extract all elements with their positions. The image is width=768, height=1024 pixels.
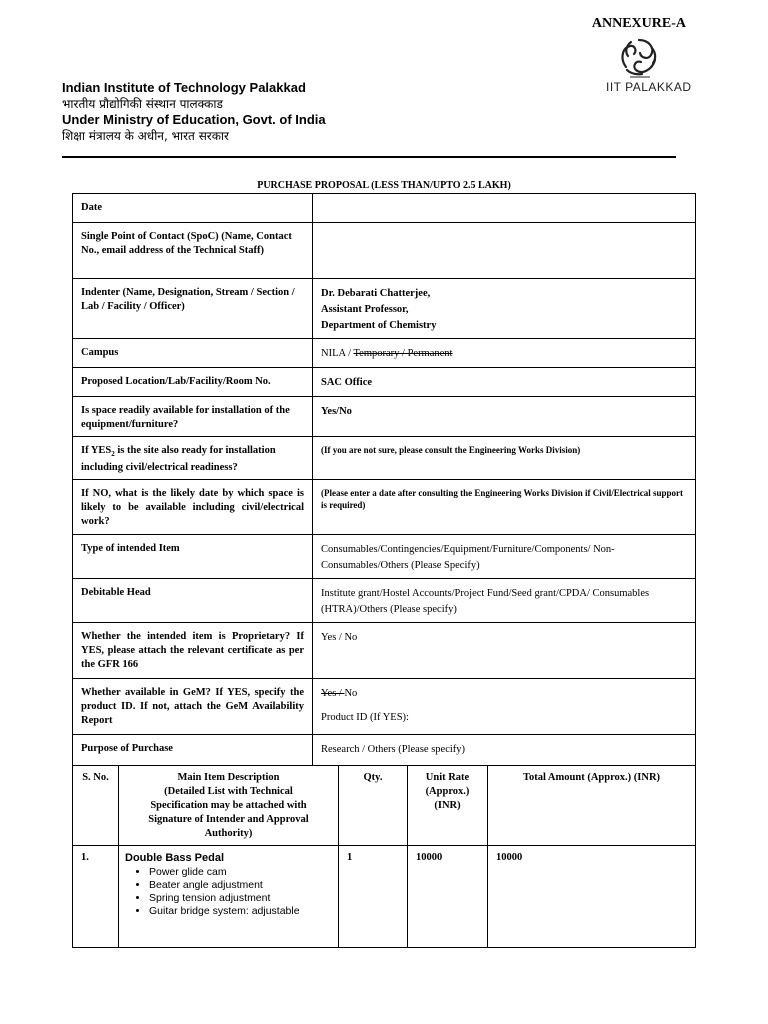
form-title: PURCHASE PROPOSAL (LESS THAN/UPTO 2.5 LAKH) <box>257 180 511 191</box>
table-row <box>73 535 696 579</box>
spoc-label: Single Point of Contact (SpoC) (Name, Contact No., email address of the Technical Staff) <box>81 231 292 256</box>
space-label: Is space readily available for installation of the equipment/furniture? <box>81 405 290 430</box>
likely-date-label: If NO, what is the likely date by which space is likely to be available including civil/electrical work? <box>81 488 304 527</box>
indenter-label: Indenter (Name, Designation, Stream / Section / Lab / Facility / Officer) <box>81 287 295 312</box>
item-description-cell[interactable] <box>119 846 339 948</box>
institute-name-hindi: भारतीय प्रौद्योगिकी संस्थान पालक्काड <box>62 97 223 111</box>
site-ready-label: If $YES_2$ is the site also ready for installation including civil/electrical readiness? <box>81 445 276 474</box>
institute-name: Indian Institute of Technology Palakkad <box>62 80 306 95</box>
item-type-field[interactable] <box>313 535 696 579</box>
debitable-head-label: Debitable Head <box>81 587 151 598</box>
gem-field[interactable] <box>313 679 696 735</box>
indenter-name: Dr. Debarati Chatterjee, <box>321 288 431 299</box>
item-name: Double Bass Pedal <box>125 852 225 864</box>
indenter-field[interactable] <box>313 279 696 339</box>
item-qty: 1 <box>347 852 353 863</box>
logo-text: IIT PALAKKAD <box>606 80 692 94</box>
table-row <box>73 223 696 279</box>
table-row <box>73 579 696 623</box>
debitable-head-options: Institute grant/Hostel Accounts/Project Fund/Seed grant/CPDA/ Consumables (HTRA)/Others (Please specify) <box>321 588 650 615</box>
likely-date-field[interactable] <box>313 480 696 535</box>
location-value: SAC Office <box>321 377 373 388</box>
item-unit-rate: 10000 <box>416 852 443 863</box>
proposal-form-table <box>72 193 696 766</box>
indenter-designation: Assistant Professor, <box>321 304 409 315</box>
item-specs-list <box>119 866 338 918</box>
institute-logo <box>606 36 692 94</box>
col-unit-rate: Unit Rate (Approx.) (INR) <box>425 772 470 811</box>
space-field[interactable] <box>313 397 696 437</box>
date-label: Date <box>81 202 102 213</box>
col-description: Main Item Description <box>177 772 280 783</box>
items-table <box>72 765 696 948</box>
campus-struck-options: Temporary / Permanent <box>353 348 453 359</box>
list-item: • Guitar bridge system: adjustable <box>149 905 338 918</box>
table-row <box>73 437 696 480</box>
campus-value: NILA / <box>321 348 354 359</box>
item-qty-cell[interactable] <box>339 846 408 948</box>
table-row <box>73 735 696 766</box>
iit-palakkad-emblem-icon <box>618 36 660 78</box>
debitable-head-field[interactable] <box>313 579 696 623</box>
table-row <box>73 339 696 368</box>
site-ready-field[interactable] <box>313 437 696 480</box>
campus-field[interactable] <box>313 339 696 368</box>
list-item: • Power glide cam <box>149 866 338 879</box>
purpose-field[interactable] <box>313 735 696 766</box>
date-field[interactable] <box>313 194 696 223</box>
location-label: Proposed Location/Lab/Facility/Room No. <box>81 376 271 387</box>
table-row <box>73 480 696 535</box>
space-value: Yes/No <box>321 406 352 417</box>
proprietary-field[interactable] <box>313 623 696 679</box>
col-qty: Qty. <box>363 772 383 783</box>
col-sno: S. No. <box>82 772 109 783</box>
header-divider <box>62 156 676 158</box>
likely-date-note: (Please enter a date after consulting the Engineering Works Division if Civil/Electrical support is required) <box>321 488 683 510</box>
campus-label: Campus <box>81 347 119 358</box>
col-total: Total Amount (Approx.) (INR) <box>522 772 661 783</box>
institute-header <box>62 80 326 144</box>
gem-struck-option: Yes / <box>321 688 345 699</box>
table-row <box>73 846 696 948</box>
annexure-label: ANNEXURE-A <box>591 16 686 31</box>
proprietary-options: Yes / No <box>321 632 358 643</box>
item-total-cell[interactable] <box>488 846 696 948</box>
table-row <box>73 194 696 223</box>
spoc-field[interactable] <box>313 223 696 279</box>
table-row <box>73 623 696 679</box>
list-item: • Spring tension adjustment <box>149 892 338 905</box>
gem-label: Whether available in GeM? If YES, specify the product ID. If not, attach the GeM Availability Report <box>81 687 304 726</box>
purpose-options: Research / Others (Please specify) <box>321 744 466 755</box>
ministry-name-hindi: शिक्षा मंत्रालय के अधीन, भारत सरकार <box>62 129 229 143</box>
gem-value: No <box>344 688 358 699</box>
item-sno: 1. <box>81 852 89 863</box>
item-total: 10000 <box>496 852 523 863</box>
proprietary-label: Whether the intended item is Proprietary? If YES, please attach the relevant certificate as per the GFR 166 <box>81 631 304 670</box>
items-header-row <box>73 766 696 846</box>
site-ready-note: (If you are not sure, please consult the Engineering Works Division) <box>321 445 581 455</box>
list-item: • Beater angle adjustment <box>149 879 338 892</box>
gem-product-id: Product ID (If YES): <box>321 712 409 723</box>
ministry-name: Under Ministry of Education, Govt. of India <box>62 112 326 127</box>
item-type-label: Type of intended Item <box>81 543 180 554</box>
col-description-note: (Detailed List with Technical Specification may be attached with Signature of Intender and Approval Authority) <box>148 786 309 839</box>
table-row <box>73 679 696 735</box>
table-row <box>73 368 696 397</box>
item-type-options: Consumables/Contingencies/Equipment/Furniture/Components/ Non-Consumables/Others (Please Specify) <box>321 544 615 571</box>
purpose-label: Purpose of Purchase <box>81 743 173 754</box>
indenter-department: Department of Chemistry <box>321 320 437 331</box>
item-rate-cell[interactable] <box>408 846 488 948</box>
table-row <box>73 279 696 339</box>
location-field[interactable] <box>313 368 696 397</box>
table-row <box>73 397 696 437</box>
